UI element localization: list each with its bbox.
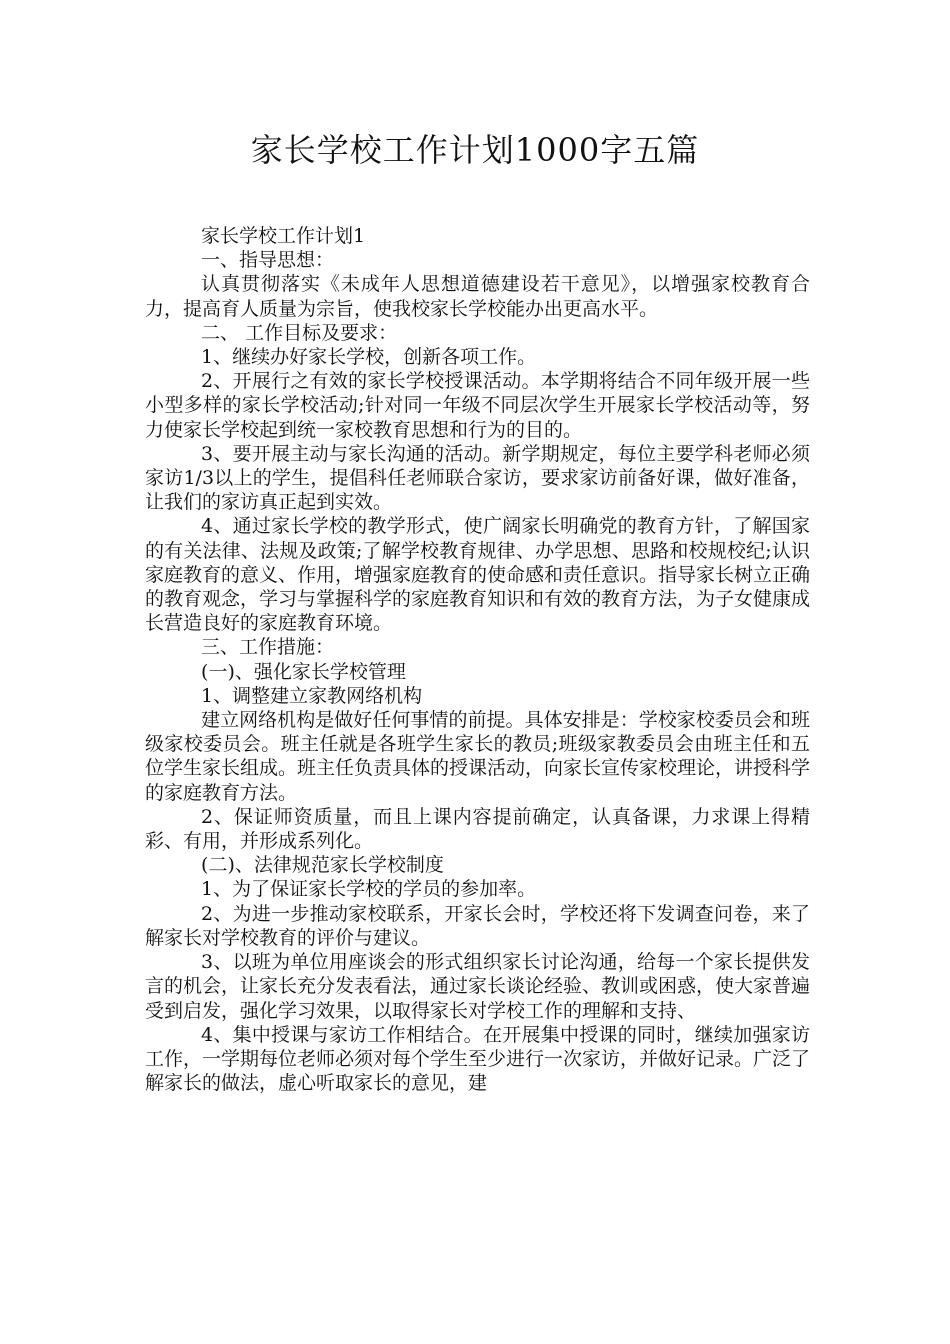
list-item: 3、以班为单位用座谈会的形式组织家长讨论沟通，给每一个家长提供发言的机会，让家长充分发表看法，通过家长谈论经验、教训或困惑，使大家普遍受到启发，强化学习效果，以取得家长对学校工作的理解和支持、: [145, 951, 811, 1022]
subsection-heading: 三、工作措施：: [201, 636, 335, 659]
list-item: 2、为进一步推动家校联系，开家长会时，学校还将下发调查问卷，来了解家长对学校教育的评价与建议。: [145, 902, 810, 949]
list-item: 4、集中授课与家访工作相结合。在开展集中授课的同时，继续加强家访工作，一学期每位老师必须对每个学生至少进行一次家访，并做好记录。广泛了解家长的做法，虚心听取家长的意见，建: [145, 1023, 811, 1095]
list-item: 1、继续办好家长学校，创新各项工作。: [201, 346, 537, 369]
document-title: 家长学校工作计划1000字五篇: [250, 131, 700, 169]
list-item: 3、要开展主动与家长沟通的活动。新学期规定，每位主要学科老师必须家访1/3以上的学生，提倡科任老师联合家访，要求家访前备好课，做好准备，让我们的家访真正起到实效。: [145, 442, 810, 514]
list-item: 2、保证师资质量，而且上课内容提前确定，认真备课，力求课上得精彩、有用，并形成系列化。: [145, 805, 810, 853]
subsection-heading: 一、指导思想：: [201, 249, 335, 272]
list-item: 1、为了保证家长学校的学员的参加率。: [201, 878, 537, 901]
paragraph: 建立网络机构是做好任何事情的前提。具体安排是：学校家校委员会和班级家校委员会。班主任就是各班学生家长的教员;班级家教委员会由班主任和五位学生家长组成。班主任负责具体的授课活动，向家长宣传家校理论，讲授科学的家庭教育方法。: [145, 709, 811, 804]
document-body: [145, 224, 810, 1095]
paragraph: 认真贯彻落实《未成年人思想道德建设若干意见》，以增强家校教育合力，提高育人质量为宗旨，使我校家长学校能办出更高水平。: [145, 273, 810, 320]
section-heading: 家长学校工作计划1: [201, 225, 366, 247]
list-item: 2、开展行之有效的家长学校授课活动。本学期将结合不同年级开展一些小型多样的家长学校活动;针对同一年级不同层次学生开展家长学校活动等，努力使家长学校起到统一家校教育思想和行为的目的。: [145, 370, 810, 441]
subsection-heading: (二)、法律规范家长学校制度: [201, 854, 444, 877]
subsection-heading: (一)、强化家长学校管理: [201, 660, 406, 683]
subsection-heading: 二、 工作目标及要求：: [201, 321, 398, 344]
list-item: 4、通过家长学校的教学形式，使广阔家长明确党的教育方针，了解国家的有关法律、法规及政策;了解学校教育规律、办学思想、思路和校规校纪;认识家庭教育的意义、作用，增强家庭教育的使命感和责任意识。指导家长树立正确的教育观念，学习与掌握科学的家庭教育知识和有效的教育方法，为子女健康成长营造良好的家庭教育环境。: [145, 515, 811, 635]
list-item: 1、调整建立家教网络机构: [201, 684, 423, 707]
